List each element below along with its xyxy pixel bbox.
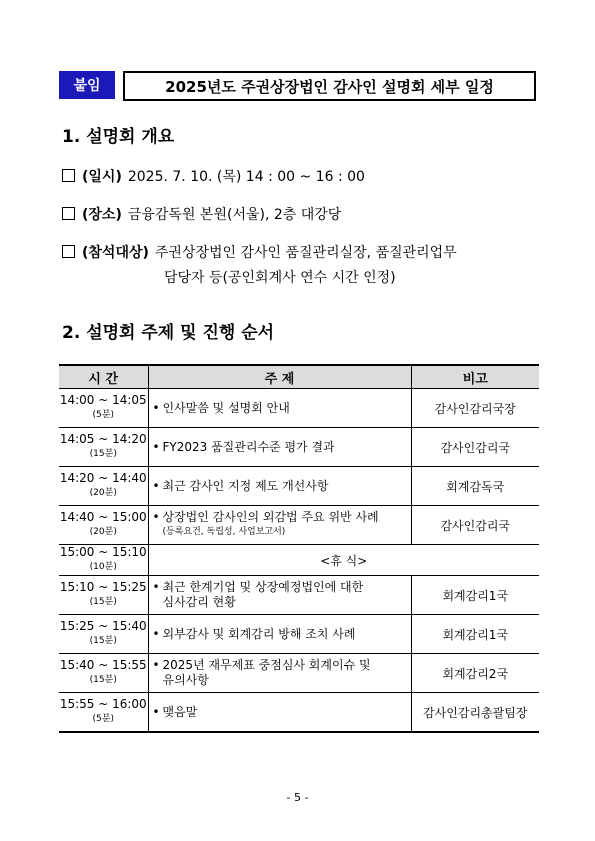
attachment-badge: 붙임: [59, 71, 115, 99]
time-range: 14:05 ~ 14:20: [59, 432, 147, 446]
time-cell: [59, 576, 148, 615]
checkbox-square-icon: [62, 207, 75, 220]
column-header-note: 비고: [411, 365, 539, 389]
topic-cell: [148, 693, 411, 733]
time-range: 15:00 ~ 15:10: [59, 545, 147, 559]
table-row-break: [59, 545, 539, 576]
duration: (5분): [92, 714, 114, 724]
duration: (15분): [89, 675, 117, 685]
table-row: [59, 467, 539, 506]
topic-text: 최근 한계기업 및 상장예정법인에 대한: [162, 580, 364, 594]
bullet-icon: •: [152, 580, 160, 594]
checkbox-square-icon: [62, 169, 75, 182]
time-range: 14:20 ~ 14:40: [59, 471, 147, 485]
topic-cell: [148, 615, 411, 654]
time-range: 15:55 ~ 16:00: [59, 697, 147, 711]
item-label: (참석대상): [82, 245, 149, 261]
table-row: [59, 693, 539, 733]
topic-text: 상장법인 감사인의 외감법 주요 위반 사례: [162, 510, 379, 524]
column-header-time: 시 간: [59, 365, 148, 389]
duration: (20분): [89, 488, 117, 498]
duration: (20분): [89, 527, 117, 537]
section2-heading: 2. 설명회 주제 및 진행 순서: [62, 323, 275, 343]
table-row: [59, 654, 539, 693]
time-cell: [59, 389, 148, 428]
table-row: [59, 428, 539, 467]
topic-cell: [148, 389, 411, 428]
schedule-table: [59, 364, 539, 733]
overview-item-attendees: [62, 242, 457, 262]
note-cell: 감사인감리국: [411, 506, 539, 545]
attendees-continued: 담당자 등(공인회계사 연수 시간 인정): [164, 270, 396, 286]
duration: (15분): [89, 636, 117, 646]
note-cell: 회계감리2국: [411, 654, 539, 693]
break-cell: <휴 식>: [148, 545, 539, 576]
time-cell: [59, 545, 148, 576]
bullet-icon: •: [152, 510, 160, 524]
item-value: 주권상장법인 감사인 품질관리실장, 품질관리업무: [154, 245, 457, 261]
duration: (10분): [89, 562, 117, 572]
topic-text: 외부감사 및 회계감리 방해 조치 사례: [162, 626, 356, 641]
note-cell: 감사인감리총괄팀장: [411, 693, 539, 733]
table-row: [59, 506, 539, 545]
time-cell: [59, 506, 148, 545]
note-cell: 회계감독국: [411, 467, 539, 506]
topic-subtext: (등록요건, 독립성, 사업보고서): [162, 527, 286, 537]
bullet-icon: •: [152, 400, 160, 415]
bullet-icon: •: [152, 478, 160, 493]
time-cell: [59, 693, 148, 733]
topic-text: 2025년 재무제표 중점심사 회계이슈 및: [162, 658, 371, 672]
table-row: [59, 615, 539, 654]
duration: (5분): [92, 410, 114, 420]
duration: (15분): [89, 597, 117, 607]
topic-text: FY2023 품질관리수준 평가 결과: [162, 439, 335, 454]
checkbox-square-icon: [62, 245, 75, 258]
time-range: 15:25 ~ 15:40: [59, 619, 147, 633]
overview-item-datetime: [62, 166, 365, 186]
table-row: [59, 576, 539, 615]
item-value: 금융감독원 본원(서울), 2층 대강당: [127, 207, 342, 223]
topic-cell: [148, 467, 411, 506]
section1-heading: 1. 설명회 개요: [62, 127, 175, 147]
bullet-icon: •: [152, 704, 160, 719]
topic-cell: [148, 654, 411, 693]
overview-item-place: [62, 204, 341, 224]
note-cell: 감사인감리국장: [411, 389, 539, 428]
document-title: 2025년도 주권상장법인 감사인 설명회 세부 일정: [123, 71, 536, 101]
title-bar: [59, 71, 536, 99]
bullet-icon: •: [152, 626, 160, 641]
topic-text-line2: 유의사항: [162, 673, 209, 687]
note-cell: 회계감리1국: [411, 576, 539, 615]
time-range: 14:00 ~ 14:05: [59, 393, 147, 407]
time-range: 14:40 ~ 15:00: [59, 510, 147, 524]
item-value: 2025. 7. 10. (목) 14 : 00 ~ 16 : 00: [127, 169, 365, 185]
topic-cell: [148, 576, 411, 615]
time-cell: [59, 615, 148, 654]
topic-text: 최근 감사인 지정 제도 개선사항: [162, 478, 329, 493]
time-cell: [59, 428, 148, 467]
time-cell: [59, 467, 148, 506]
time-range: 15:10 ~ 15:25: [59, 580, 147, 594]
bullet-icon: •: [152, 658, 160, 672]
item-label: (일시): [82, 169, 122, 185]
bullet-icon: •: [152, 439, 160, 454]
page-number: - 5 -: [286, 791, 309, 804]
topic-cell: [148, 428, 411, 467]
duration: (15분): [89, 449, 117, 459]
item-label: (장소): [82, 207, 122, 223]
time-range: 15:40 ~ 15:55: [59, 658, 147, 672]
topic-text-line2: 심사감리 현황: [162, 595, 236, 609]
table-header-row: [59, 365, 539, 389]
topic-text: 맺음말: [162, 704, 198, 719]
note-cell: 회계감리1국: [411, 615, 539, 654]
time-cell: [59, 654, 148, 693]
topic-cell: [148, 506, 411, 545]
topic-text: 인사말씀 및 설명회 안내: [162, 400, 290, 415]
column-header-topic: 주 제: [148, 365, 411, 389]
note-cell: 감사인감리국: [411, 428, 539, 467]
table-row: [59, 389, 539, 428]
